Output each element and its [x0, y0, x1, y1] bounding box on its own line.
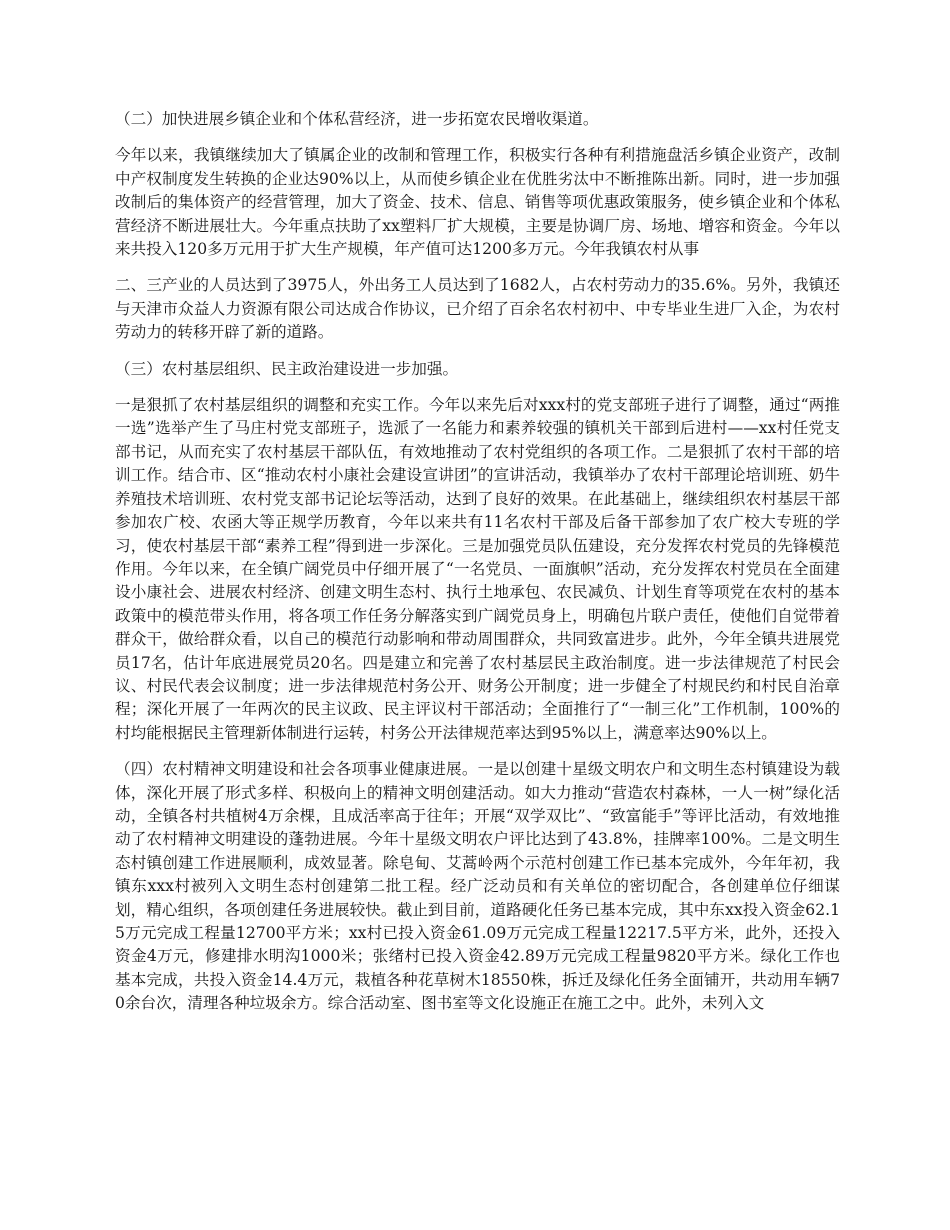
paragraph-grassroots-organization: 一是狠抓了农村基层组织的调整和充实工作。今年以来先后对xxx村的党支部班子进行了调整，通过“两推一选”选举产生了马庄村党支部班子，选派了一名能力和素养较强的镇机关干部到后进村——xx村任党支部书记，从而充实了农村基层干部队伍，有效地推动了农村党组织的各项工作。二是狠抓了农村干部的培训工作。结合市、区“推动农村小康社会建设宣讲团”的宣讲活动，我镇举办了农村干部理论培训班、奶牛养殖技术培训班、农村党支部书记论坛等活动，达到了良好的效果。在此基础上，继续组织农村基层干部参加农广校、农函大等正规学历教育，今年以来共有11名农村干部及后备干部参加了农广校大专班的学习，使农村基层干部“素养工程”得到进一步深化。三是加强党员队伍建设，充分发挥农村党员的先锋模范作用。今年以来，在全镇广阔党员中仔细开展了“一名党员、一面旗帜”活动，充分发挥农村党员在全面建设小康社会、进展农村经济、创建文明生态村、执行土地承包、农民减负、计划生育等项党在农村的基本政策中的模范带头作用，将各项工作任务分解落实到广阔党员身上，明确包片联户责任，使他们自觉带着群众干，做给群众看，以自己的模范行动影响和带动周围群众，共同致富进步。此外，今年全镇共进展党员17名，估计年底进展党员20名。四是建立和完善了农村基层民主政治制度。进一步法律规范了村民会议、村民代表会议制度；进一步法律规范村务公开、财务公开制度；进一步健全了村规民约和村民自治章程；深化开展了一年两次的民主议政、民主评议村干部活动；全面推行了“一制三化”工作机制，100%的村均能根据民主管理新体制进行运转，村务公开法律规范率达到95%以上，满意率达90%以上。: [115, 396, 840, 742]
paragraph-labor-transfer: 二、三产业的人员达到了3975人，外出务工人员达到了1682人，占农村劳动力的35.6%。另外，我镇还与天津市众益人力资源有限公司达成合作协议，已介绍了百余名农村初中、中专毕业生进厂入企，为农村劳动力的转移开辟了新的道路。: [115, 276, 840, 342]
document-body: [115, 108, 840, 1029]
paragraph-heading-2: （二）加快进展乡镇企业和个体私营经济，进一步拓宽农民增收渠道。: [115, 110, 599, 128]
paragraph-heading-3: （三）农村基层组织、民主政治建设进一步加强。: [115, 359, 459, 378]
paragraph-spiritual-civilization: （四）农村精神文明建设和社会各项事业健康进展。一是以创建十星级文明农户和文明生态村镇建设为载体，深化开展了形式多样、积极向上的精神文明创建活动。如大力推动“营造农村森林，一人一树”绿化活动，全镇各村共植树4万余棵，且成活率高于往年；开展“双学双比”、“致富能手”等评比活动，有效地推动了农村精神文明建设的蓬勃进展。今年十星级文明农户评比达到了43.8%，挂牌率100%。二是文明生态村镇创建工作进展顺利，成效显著。除皂甸、艾蒿岭两个示范村创建工作已基本完成外，今年年初，我镇东xxx村被列入文明生态村创建第二批工程。经广泛动员和有关单位的密切配合，各创建单位仔细谋划，精心组织，各项创建任务进展较快。截止到目前，道路硬化任务已基本完成，其中东xx投入资金62.15万元完成工程量12700平方米；xx村已投入资金61.09万元完成工程量12217.5平方米，此外，还投入资金4万元，修建排水明沟1000米；张绪村已投入资金42.89万元完成工程量9820平方米。绿化工作也基本完成，共投入资金14.4万元，栽植各种花草树木18550株，拆迁及绿化任务全面铺开，共动用车辆70余台次，清理各种垃圾余方。综合活动室、图书室等文化设施正在施工之中。此外，未列入文: [115, 760, 840, 1013]
paragraph-township-enterprises: 今年以来，我镇继续加大了镇属企业的改制和管理工作，积极实行各种有利措施盘活乡镇企业资产，改制中产权制度发生转换的企业达90%以上，从而使乡镇企业在优胜劣汰中不断推陈出新。同时，进一步加强改制后的集体资产的经营管理，加大了资金、技术、信息、销售等项优惠政策服务，使乡镇企业和个体私营经济不断进展壮大。今年重点扶助了xx塑料厂扩大规模，主要是协调厂房、场地、增容和资金。今年以来共投入120多万元用于扩大生产规模，年产值可达1200多万元。今年我镇农村从事: [115, 146, 840, 259]
